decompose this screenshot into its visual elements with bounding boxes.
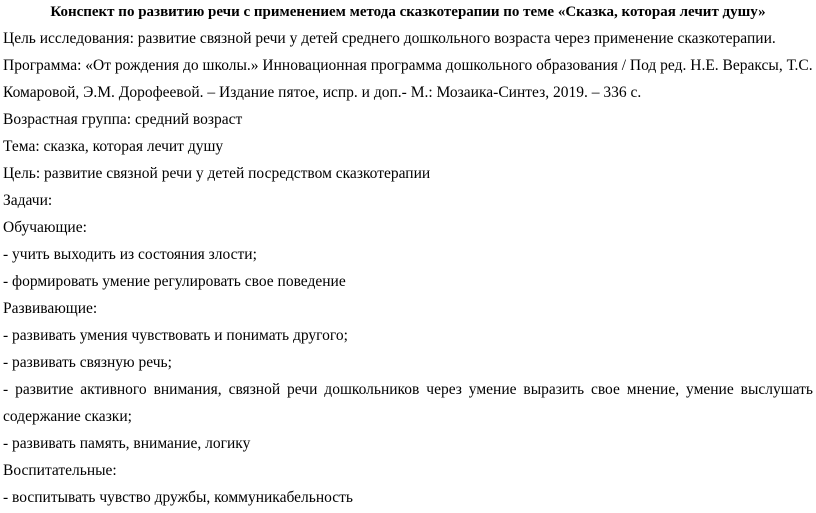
research-goal: Цель исследования: развитие связной речи у детей среднего дошкольного возраста через применение сказкотерапии. [3, 30, 776, 47]
program-line-2: Комаровой, Э.М. Дорофеевой. – Издание пятое, испр. и доп.- М.: Мозаика-Синтез, 2019. – 336 с. [3, 84, 642, 101]
developing-item-2: - развивать связную речь; [3, 354, 172, 371]
developing-heading: Развивающие: [3, 300, 98, 317]
educational-item-1: - учить выходить из состояния злости; [3, 246, 257, 263]
age-group: Возрастная группа: средний возраст [3, 111, 243, 128]
developing-item-4: - развивать память, внимание, логику [3, 435, 251, 452]
topic: Тема: сказка, которая лечит душу [3, 138, 224, 155]
developing-item-3-line-1: - развитие активного внимания, связной речи дошкольников через умение выразить свое мнение, умение выслушать [3, 381, 813, 398]
upbringing-item-1: - воспитывать чувство дружбы, коммуникабельность [3, 489, 353, 506]
program-line-1: Программа: «От рождения до школы.» Инновационная программа дошкольного образования / Под ред. Н.Е. Вераксы, Т.С. [3, 57, 813, 74]
goal: Цель: развитие связной речи у детей посредством сказкотерапии [3, 165, 431, 182]
developing-item-1: - развивать умения чувствовать и понимать другого; [3, 327, 348, 344]
educational-item-2: - формировать умение регулировать свое поведение [3, 273, 346, 290]
upbringing-heading: Воспитательные: [3, 462, 117, 479]
developing-item-3-line-2: содержание сказки; [3, 408, 132, 425]
tasks-heading: Задачи: [3, 192, 53, 209]
document-title: Конспект по развитию речи с применением метода сказкотерапии по теме «Сказка, которая лечит душу» [50, 4, 766, 20]
educational-heading: Обучающие: [3, 219, 87, 236]
